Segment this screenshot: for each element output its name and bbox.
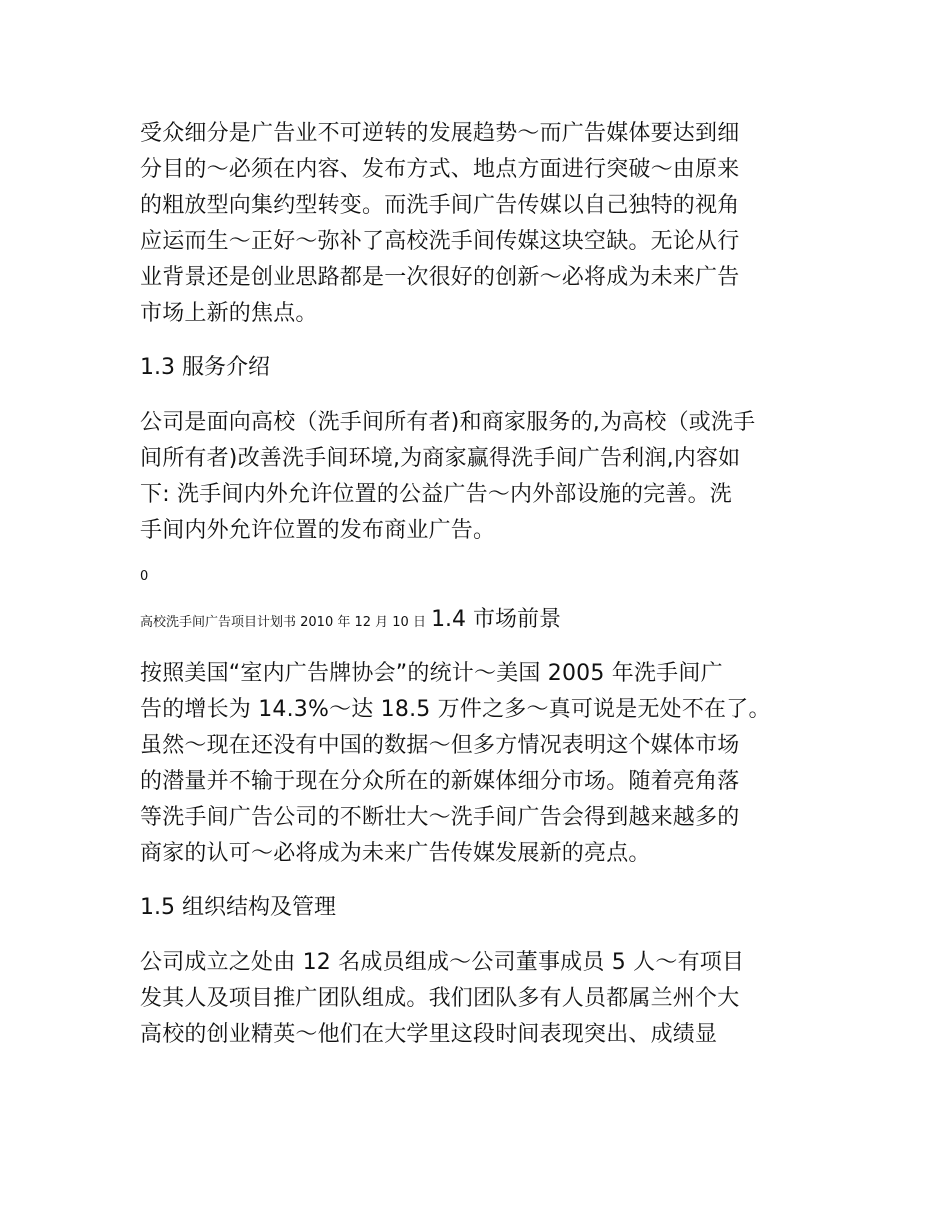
text-line: 受众细分是广告业不可逆转的发展趋势～而广告媒体要达到细 <box>140 121 740 146</box>
section-heading-1-4: 1.4 市场前景 <box>431 607 562 632</box>
text-line: 商家的认可～必将成为未来广告传媒发展新的亮点。 <box>140 841 651 866</box>
text-line: 的粗放型向集约型转变。而洗手间广告传媒以自己独特的视角 <box>140 193 740 218</box>
paragraph-organization <box>140 945 810 1053</box>
text-line: 业背景还是创业思路都是一次很好的创新～必将成为未来广告 <box>140 265 740 290</box>
paragraph-audience-segmentation <box>140 116 810 332</box>
text-line: 分目的～必须在内容、发布方式、地点方面进行突破～由原来 <box>140 157 740 182</box>
text-line: 高校的创业精英～他们在大学里这段时间表现突出、成绩显 <box>140 1022 718 1047</box>
text-line: 间所有者)改善洗手间环境,为商家赢得洗手间广告利润,内容如 <box>140 446 741 471</box>
text-line: 的潜量并不输于现在分众所在的新媒体细分市场。随着亮角落 <box>140 769 740 794</box>
text-line: 公司成立之处由 12 名成员组成～公司董事成员 5 人～有项目 <box>140 950 745 975</box>
paragraph-market-outlook <box>140 656 810 872</box>
text-line: 市场上新的焦点。 <box>140 301 318 326</box>
text-line: 告的增长为 14.3%～达 18.5 万件之多～真可说是无处不在了。 <box>140 697 771 722</box>
paragraph-service-intro <box>140 405 810 549</box>
text-line: 下: 洗手间内外允许位置的公益广告～内外部设施的完善。洗 <box>140 482 733 507</box>
text-line: 等洗手间广告公司的不断壮大～洗手间广告会得到越来越多的 <box>140 805 740 830</box>
text-line: 公司是面向高校（洗手间所有者)和商家服务的,为高校（或洗手 <box>140 410 756 435</box>
text-line: 按照美国“室内广告牌协会”的统计～美国 2005 年洗手间广 <box>140 661 723 686</box>
section-heading-1-5: 1.5 组织结构及管理 <box>140 895 336 920</box>
text-line: 发其人及项目推广团队组成。我们团队多有人员都属兰州个大 <box>140 986 740 1011</box>
section-heading-1-3: 1.3 服务介绍 <box>140 355 270 380</box>
text-line: 应运而生～正好～弥补了高校洗手间传媒这块空缺。无论从行 <box>140 229 740 254</box>
running-header: 高校洗手间广告项目计划书 2010 年 12 月 10 日 <box>140 615 426 630</box>
page-number: 0 <box>140 569 149 584</box>
text-line: 虽然～现在还没有中国的数据～但多方情况表明这个媒体市场 <box>140 733 740 758</box>
text-line: 手间内外允许位置的发布商业广告。 <box>140 518 496 543</box>
running-header-line <box>140 602 561 641</box>
